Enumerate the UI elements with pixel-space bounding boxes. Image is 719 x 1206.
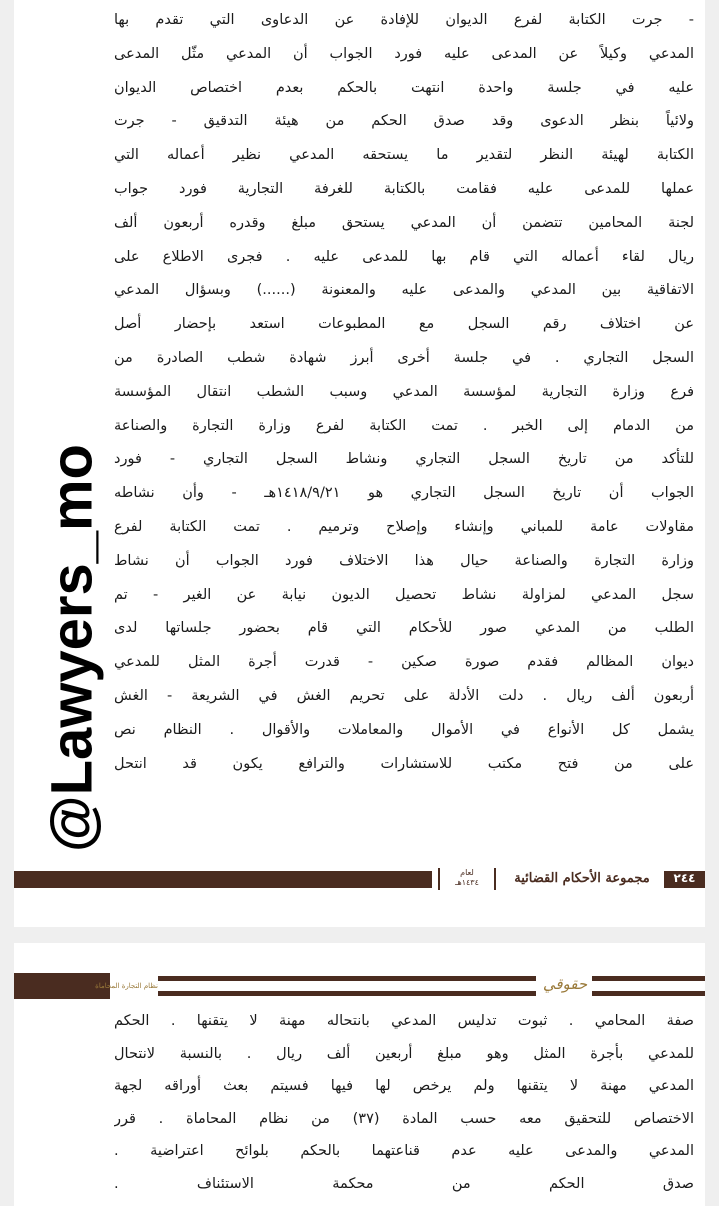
text-line: ولائياً بنظر الدعوى وقد صدق الحكم من هيئة التدقيق - جرت: [114, 113, 694, 130]
text-line: صدق الحكم من محكمة الاستئناف .: [114, 1175, 694, 1192]
document-page-bottom: [14, 943, 705, 1206]
text-line: الكتابة لهيئة النظر لتقدير ما يستحقه المدعي نظير أعماله التي: [114, 147, 694, 164]
text-line: الاختصاص للتحقيق معه حسب المادة (٣٧) من نظام المحاماة . قرر: [114, 1110, 694, 1127]
text-line: الاتفاقية بين المدعي والمدعى عليه والمعنونة (......) وبسؤال المدعي: [114, 282, 694, 299]
text-line: ريال لقاء أعماله التي قام بها للمدعى عليه . فجرى الاطلاع على: [114, 248, 694, 265]
footer-title: مجموعة الأحكام القضائية: [514, 871, 650, 886]
text-line: المدعي والمدعى عليه عدم قناعتهما بالحكم بلوائح اعتراضية .: [114, 1143, 694, 1160]
header-rule: [592, 991, 705, 996]
text-line: الجواب أن تاريخ السجل التجاري هو ١٤١٨/٩/٢١هـ - وأن نشاطه: [114, 485, 694, 502]
text-line: عليه في جلسة واحدة انتهت بالحكم بعدم اختصاص الديوان: [114, 79, 694, 96]
footer-year-label: لعام: [460, 868, 474, 877]
text-line: من الدمام إلى الخبر . تمت الكتابة لفرع وزارة التجارة والصناعة: [114, 417, 694, 434]
text-line: صفة المحامي . ثبوت تدليس المدعي بانتحاله مهنة لا يتقنها . الحكم: [114, 1013, 694, 1029]
text-line: - جرت الكتابة لفرع الديوان للإفادة عن الدعاوى التي تقدم بها: [114, 12, 694, 28]
watermark-text: @Lawyers_mo: [39, 444, 105, 852]
footer-year: [438, 868, 496, 890]
text-line: للتأكد من تاريخ السجل التجاري ونشاط السجل التجاري - فورد: [114, 451, 694, 468]
text-line: وزارة التجارة والصناعة حيال هذا الاختلاف فورد الجواب أن نشاط: [114, 552, 694, 569]
body-paragraph: [114, 1005, 694, 1201]
header-rule: [158, 976, 536, 981]
header-rule: [592, 976, 705, 981]
footer-rule: [14, 871, 432, 888]
text-line: المدعي مهنة لا يتقنها ولم يرخص لها فيها فسيتم بعث أوراقه لجهة: [114, 1078, 694, 1095]
text-line: فرع وزارة التجارية لمؤسسة المدعي وسبب الشطب انتقال المؤسسة: [114, 383, 694, 400]
section-label: حقوقي: [542, 975, 588, 993]
body-paragraph: [114, 4, 694, 781]
text-line: أربعون ألف ريال . دلت الأدلة على تحريم الغش في الشريعة - الغش: [114, 687, 694, 704]
page-number: ٢٤٤: [673, 871, 696, 885]
footer-year-value: ١٤٣٤هـ: [455, 878, 479, 887]
text-line: لجنة المحامين تتضمن أن المدعي يستحق مبلغ وقدره أربعون ألف: [114, 214, 694, 231]
text-line: عملها للمدعى عليه فقامت بالكتابة للغرفة التجارية فورد جواب: [114, 180, 694, 197]
text-line: سجل المدعي لمزاولة نشاط تحصيل الديون نيابة عن الغير - تم: [114, 586, 694, 603]
text-line: مقاولات عامة للمباني وإنشاء وإصلاح وترميم . تمت الكتابة لفرع: [114, 518, 694, 535]
text-line: ديوان المظالم فقدم صورة صكين - قدرت أجرة المثل للمدعي: [114, 654, 694, 671]
watermark: [39, 438, 105, 858]
text-line: عن اختلاف رقم السجل مع المطبوعات استعد بإحضار أصل: [114, 316, 694, 333]
text-line: يشمل كل الأنواع في الأموال والمعاملات والأقوال . النظام نص: [114, 721, 694, 738]
text-line: المدعي وكيلاً عن المدعى عليه فورد الجواب أن المدعي مثّل المدعى: [114, 45, 694, 62]
text-line: على من فتح مكتب للاستشارات والترافع يكون قد انتحل: [114, 755, 694, 772]
page-footer: [14, 868, 705, 890]
text-line: السجل التجاري . في جلسة أخرى أبرز شهادة شطب الصادرة من: [114, 349, 694, 366]
text-line: للمدعي بأجرة المثل وهو مبلغ أربعين ألف ريال . بالنسبة لانتحال: [114, 1045, 694, 1062]
header-rule: [158, 991, 536, 996]
text-line: الطلب من المدعي صور للأحكام التي قام بحضور جلساتها لدى: [114, 620, 694, 637]
page-header: [14, 973, 705, 999]
header-series-label: نظام التجارة المحاماة: [95, 982, 158, 990]
document-page-top: [14, 0, 705, 927]
